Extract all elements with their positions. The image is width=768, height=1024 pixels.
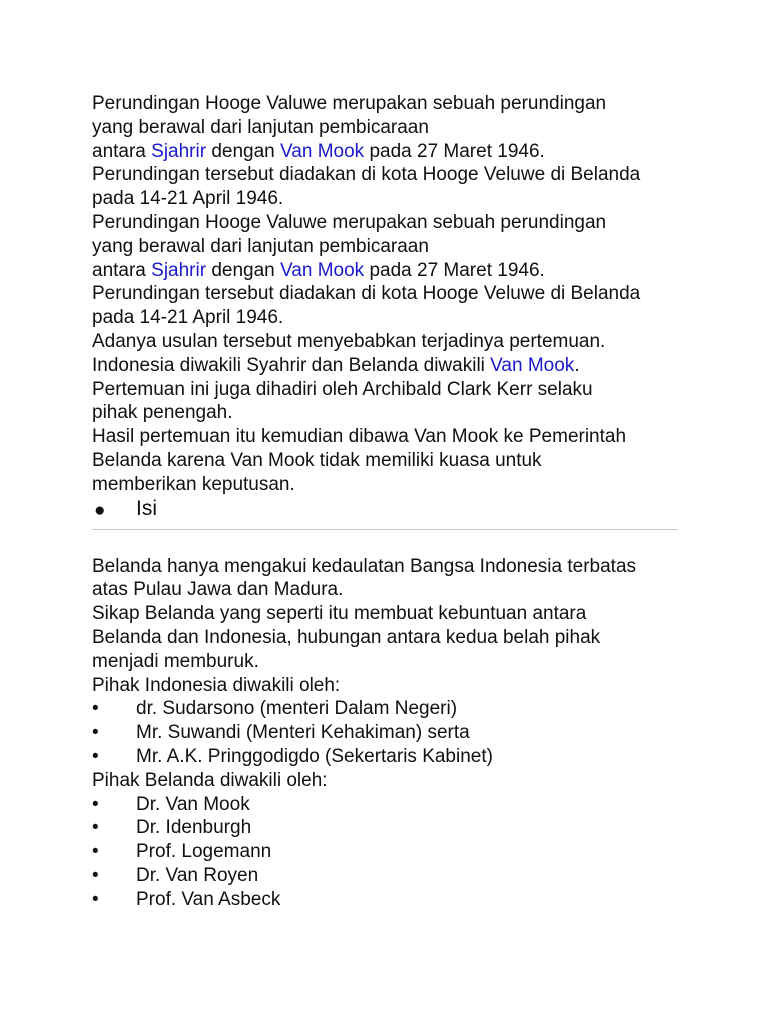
list-item (92, 697, 692, 721)
text-line: Perundingan Hooge Valuwe merupakan sebuah perundingan (92, 93, 607, 114)
text-line (92, 259, 692, 283)
list-item-text: Prof. Logemann (136, 841, 272, 863)
list-item-text: Mr. A.K. Pringgodigdo (Sekertaris Kabinet) (136, 745, 493, 767)
text-line: pada 14-21 April 1946. (92, 188, 284, 210)
isi-paragraph (92, 555, 692, 674)
link-van-mook[interactable]: Van Mook (280, 140, 365, 162)
text-line: pada 14-21 April 1946. (92, 307, 284, 329)
link-van-mook[interactable]: Van Mook (280, 259, 365, 281)
list-item-text: Dr. Van Mook (136, 793, 250, 815)
list-item-text: Prof. Van Asbeck (136, 888, 281, 910)
text-span: dengan (206, 259, 281, 281)
text-span: pada 27 Maret 1946. (364, 259, 545, 281)
link-sjahrir[interactable]: Sjahrir (151, 259, 207, 281)
text-line: Perundingan tersebut diadakan di kota Hooge Veluwe di Belanda (92, 164, 641, 186)
list-item (92, 816, 692, 840)
indonesia-reps-list (92, 697, 692, 768)
text-line: menjadi memburuk. (92, 650, 259, 672)
bullet-icon: • (92, 841, 99, 863)
list-item (92, 745, 692, 769)
bullet-icon: • (92, 864, 99, 886)
text-line: Hasil pertemuan itu kemudian dibawa Van Mook ke Pemerintah (92, 426, 627, 448)
bullet-icon: • (92, 888, 99, 910)
list-item-text: Dr. Van Royen (136, 864, 259, 886)
indonesia-reps-heading: Pihak Indonesia diwakili oleh: (92, 674, 341, 696)
text-line: Belanda dan Indonesia, hubungan antara kedua belah pihak (92, 626, 601, 648)
bullet-icon: • (92, 817, 99, 839)
text-line: yang berawal dari lanjutan pembicaraan (92, 235, 429, 257)
bullet-icon: ● (94, 499, 106, 521)
section-heading-isi (92, 496, 678, 530)
list-item (92, 793, 692, 817)
list-item (92, 864, 692, 888)
bullet-icon: • (92, 698, 99, 720)
spacer (92, 530, 692, 555)
text-line: Perundingan tersebut diadakan di kota Hooge Veluwe di Belanda (92, 283, 641, 305)
intro-paragraph-1 (92, 92, 692, 211)
list-item-text: Dr. Idenburgh (136, 817, 252, 839)
list-item (92, 888, 692, 912)
list-item (92, 721, 692, 745)
text-span: pada 27 Maret 1946. (364, 140, 545, 162)
list-item-text: Mr. Suwandi (Menteri Kehakiman) serta (136, 722, 470, 744)
link-sjahrir[interactable]: Sjahrir (151, 140, 207, 162)
text-span: dengan (206, 140, 281, 162)
list-item-text: dr. Sudarsono (menteri Dalam Negeri) (136, 698, 458, 720)
text-span: antara (92, 259, 152, 281)
belanda-reps-heading: Pihak Belanda diwakili oleh: (92, 769, 328, 791)
text-span: . (574, 354, 580, 376)
intro-paragraph-3 (92, 330, 692, 497)
text-span: antara (92, 140, 152, 162)
link-van-mook[interactable]: Van Mook (490, 354, 575, 376)
text-line: Perundingan Hooge Valuwe merupakan sebuah perundingan (92, 211, 607, 233)
list-item (92, 840, 692, 864)
text-line: pihak penengah. (92, 402, 233, 424)
text-line: Pertemuan ini juga dihadiri oleh Archibald Clark Kerr selaku (92, 378, 593, 400)
text-line: Belanda hanya mengakui kedaulatan Bangsa Indonesia terbatas (92, 555, 637, 577)
section-title: Isi (136, 496, 157, 520)
text-line (92, 140, 692, 164)
text-line: atas Pulau Jawa dan Madura. (92, 579, 344, 601)
text-line: Adanya usulan tersebut menyebabkan terjadinya pertemuan. (92, 330, 606, 352)
text-line: Belanda karena Van Mook tidak memiliki kuasa untuk (92, 449, 542, 471)
intro-paragraph-2 (92, 211, 692, 330)
belanda-reps-list (92, 793, 692, 912)
bullet-icon: • (92, 722, 99, 744)
bullet-icon: • (92, 745, 99, 767)
text-line: Sikap Belanda yang seperti itu membuat kebuntuan antara (92, 603, 587, 625)
bullet-icon: • (92, 793, 99, 815)
text-span: Indonesia diwakili Syahrir dan Belanda diwakili (92, 354, 491, 376)
document-body (92, 92, 692, 912)
text-line: memberikan keputusan. (92, 473, 295, 495)
text-line: yang berawal dari lanjutan pembicaraan (92, 116, 429, 138)
text-line (92, 354, 692, 378)
